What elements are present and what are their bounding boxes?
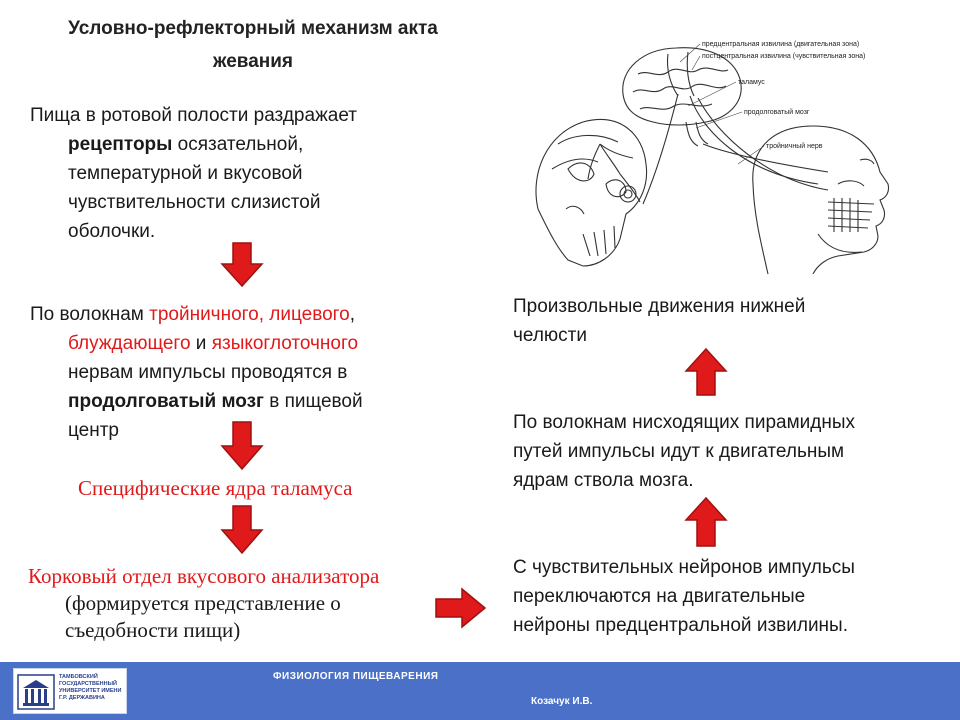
down-arrow-icon — [220, 505, 264, 555]
course-title: ФИЗИОЛОГИЯ ПИЩЕВАРЕНИЯ — [273, 671, 439, 682]
university-emblem-icon — [17, 674, 55, 710]
figure-label: постцентральная извилина (чувствительная зона) — [702, 53, 866, 60]
slide-title — [18, 12, 488, 78]
figure-label: тройничный нерв — [766, 143, 823, 150]
figure-label: таламус — [738, 79, 765, 86]
step-pyramidal: По волокнам нисходящих пирамидных путей импульсы идут к двигательным ядрам ствола мозга. — [513, 412, 855, 491]
down-arrow-icon — [220, 242, 264, 288]
university-name: ТАМБОВСКИЙ ГОСУДАРСТВЕННЫЙ УНИВЕРСИТЕТ ИМЕНИ Г.Р. ДЕРЖАВИНА — [59, 674, 122, 701]
step-jaw-movements: Произвольные движения нижней челюсти — [513, 296, 806, 346]
title-line-1: Условно-рефлекторный механизм акта — [68, 18, 438, 39]
up-arrow-icon — [684, 347, 728, 397]
author-name: Козачук И.В. — [531, 696, 593, 707]
footer-bar — [0, 662, 960, 720]
step-thalamus: Специфические ядра таламуса — [78, 476, 353, 500]
step-switching: С чувствительных нейронов импульсы переключаются на двигательные нейроны предцентральной извилины. — [513, 557, 855, 636]
step-cortex: Корковый отдел вкусового анализатора (формируется представление о съедобности пищи) — [28, 564, 380, 642]
right-arrow-icon — [435, 587, 487, 629]
figure-label: предцентральная извилина (двигательная зона) — [702, 41, 860, 48]
figure-label: продолговатый мозг — [744, 109, 810, 116]
up-arrow-icon — [684, 496, 728, 548]
chewing-reflex-illustration — [528, 34, 900, 274]
step-nerves: По волокнам тройничного, лицевого, блуждающего и языкоглоточного нервам импульсы проводятся в продолговатый мозг в пищевой центр — [30, 304, 363, 441]
down-arrow-icon — [220, 421, 264, 471]
step-receptors: Пища в ротовой полости раздражает рецепторы осязательной, температурной и вкусовой чувствительности слизистой оболочки. — [30, 105, 357, 242]
title-line-2: жевания — [212, 51, 294, 72]
university-logo — [13, 668, 127, 714]
